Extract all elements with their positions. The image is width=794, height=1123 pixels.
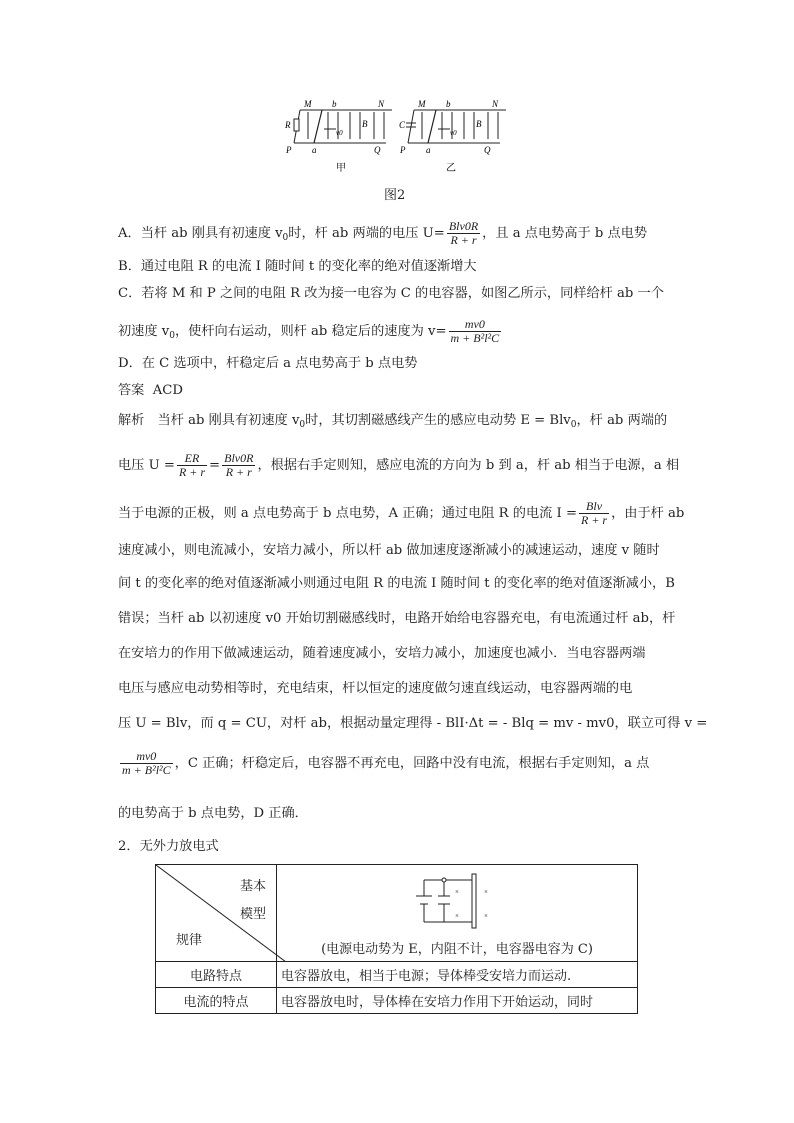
figure-2 xyxy=(280,95,520,175)
row-text: 电容器放电，相当于电源；导体棒受安培力而运动. xyxy=(277,962,638,988)
option-c-line2: 初速度 $v_0$，使杆向右运动，则杆 ab 稳定后的速度为 v= $\frac{mv0}{\text{m + B²l²C}}$ xyxy=(118,317,500,345)
label-b-right: b xyxy=(446,99,451,109)
label-P-left: P xyxy=(286,145,292,155)
option-d: D．在 C 选项中，杆稳定后 a 点电势高于 b 点电势 xyxy=(118,356,418,371)
analysis-line-11: 的电势高于 b 点电势，D 正确． xyxy=(118,806,308,821)
option-b: B．通过电阻 R 的电流 I 随时间 t 的变化率的绝对值逐渐增大 xyxy=(118,259,477,274)
circuit-diagram xyxy=(412,870,502,930)
resistor-r xyxy=(294,119,299,131)
header-top: 基本 xyxy=(240,879,267,894)
fraction: $\frac{\text{Blv0R}}{R + r}$ xyxy=(448,219,479,247)
header-left: 规律 xyxy=(176,933,203,948)
table-row xyxy=(156,962,638,988)
field-mark-icon: × xyxy=(484,887,488,896)
label-Q-right: Q xyxy=(484,145,491,155)
label-P-right: P xyxy=(400,145,406,155)
row-label: 电流的特点 xyxy=(156,988,277,1014)
fraction: $\frac{mv0}{\text{m + B²l²C}}$ xyxy=(450,317,500,345)
fraction: $\frac{\text{Blv}}{R + r}$ xyxy=(581,499,608,527)
label-M-right: M xyxy=(418,99,426,109)
fraction: $\frac{\text{Blv0R}}{R + r}$ xyxy=(224,451,254,479)
option-c-line1: C．若将 M 和 P 之间的电阻 R 改为接一电容为 C 的电容器，如图乙所示，同样给杆 ab 一个 xyxy=(118,286,664,301)
analysis-line-4: 速度减小，则电流减小，安培力减小，所以杆 ab 做加速度逐渐减小的减速运动，速度 v 随时 xyxy=(118,543,660,558)
diagram-jia xyxy=(294,110,392,143)
field-mark-icon: × xyxy=(455,887,459,896)
analysis-line-9: 压 U = Blv，而 q = CU，对杆 ab，根据动量定理得 - BlI·Δt = - Blq = mv - mv0，联立可得 v = xyxy=(118,716,708,731)
field-mark-icon: × xyxy=(455,911,459,920)
field-arrows-left xyxy=(308,112,384,139)
fraction: $\frac{ER}{R + r}$ xyxy=(178,451,206,479)
field-arrows-right xyxy=(422,112,498,139)
label-R: R xyxy=(285,120,291,130)
switch-icon xyxy=(442,878,446,882)
label-B-right: B xyxy=(476,119,482,129)
analysis-line-8: 电压与感应电动势相等时，充电结束，杆以恒定的速度做匀速直线运动，电容器两端的电 xyxy=(118,681,633,696)
label-B-left: B xyxy=(362,119,368,129)
label-a-right: a xyxy=(426,145,431,155)
model-note: (电源电动势为 E，内阻不计，电容器电容为 C) xyxy=(321,941,593,957)
analysis-line-5: 间 t 的变化率的绝对值逐渐减小则通过电阻 R 的电流 I 随时间 t 的变化率的绝对值逐渐减小，B xyxy=(118,576,675,591)
law-table xyxy=(155,864,638,1014)
label-Q-left: Q xyxy=(374,145,381,155)
header-cell xyxy=(156,865,277,962)
header-mid: 模型 xyxy=(240,907,267,922)
label-N-right: N xyxy=(492,99,499,109)
analysis-line-2: 电压 U = $\frac{ER}{R + r}$ = $\frac{\text{Blv0R}}{R + r}$ ，根据右手定则知，感应电流的方向为 b 到 a，杆 ab 相当于电源，a 相 xyxy=(118,451,680,479)
analysis-line-1: 解析 当杆 ab 刚具有初速度 $v_0$时，其切割磁感线产生的感应电动势 E = Blv$_0$，杆 ab 两端的 xyxy=(118,413,668,430)
conductor-bar xyxy=(472,874,476,928)
diagram-yi xyxy=(406,110,506,143)
label-N-left: N xyxy=(378,99,385,109)
answer: 答案 ACD xyxy=(118,383,183,398)
analysis-line-7: 在安培力的作用下做减速运动，随着速度减小，安培力减小，加速度也减小．当电容器两端 xyxy=(118,646,646,661)
field-mark-icon: × xyxy=(484,911,488,920)
row-label: 电路特点 xyxy=(156,962,277,988)
analysis-line-3: 当于电源的正极，则 a 点电势高于 b 点电势，A 正确；通过电阻 R 的电流 I = $\frac{\text{Blv}}{R + r}$ ，由于杆 ab xyxy=(118,499,685,527)
figure-caption: 图2 xyxy=(384,188,406,203)
label-v0-right: v0 xyxy=(450,129,457,137)
label-yi: 乙 xyxy=(446,163,456,174)
row-text: 电容器放电时，导体棒在安培力作用下开始运动，同时 xyxy=(277,988,638,1014)
option-a: A．当杆 ab 刚具有初速度 $v_0$时，杆 ab 两端的电压 U= $\frac{\text{Blv0R}}{R + r}$ ，且 a 点电势高于 b 点电势 xyxy=(118,219,648,247)
label-v0-left: v0 xyxy=(336,129,343,137)
section-title: 2．无外力放电式 xyxy=(118,839,219,854)
table-row xyxy=(156,988,638,1014)
fraction: $\frac{mv0}{\text{m + B²l²C}}$ xyxy=(122,749,171,777)
label-jia: 甲 xyxy=(336,163,346,174)
label-C: C xyxy=(399,120,406,130)
analysis-line-10: $\frac{mv0}{\text{m + B²l²C}}$ ，C 正确；杆稳定后，电容器不再充电，回路中没有电流，根据右手定则知，a 点 xyxy=(122,749,650,777)
analysis-line-6: 错误；当杆 ab 以初速度 v0 开始切割磁感线时，电路开始给电容器充电，有电流通过杆 ab，杆 xyxy=(118,611,676,626)
model-cell xyxy=(277,865,638,962)
label-b-left: b xyxy=(332,99,337,109)
label-M-left: M xyxy=(304,99,312,109)
label-a-left: a xyxy=(312,145,317,155)
